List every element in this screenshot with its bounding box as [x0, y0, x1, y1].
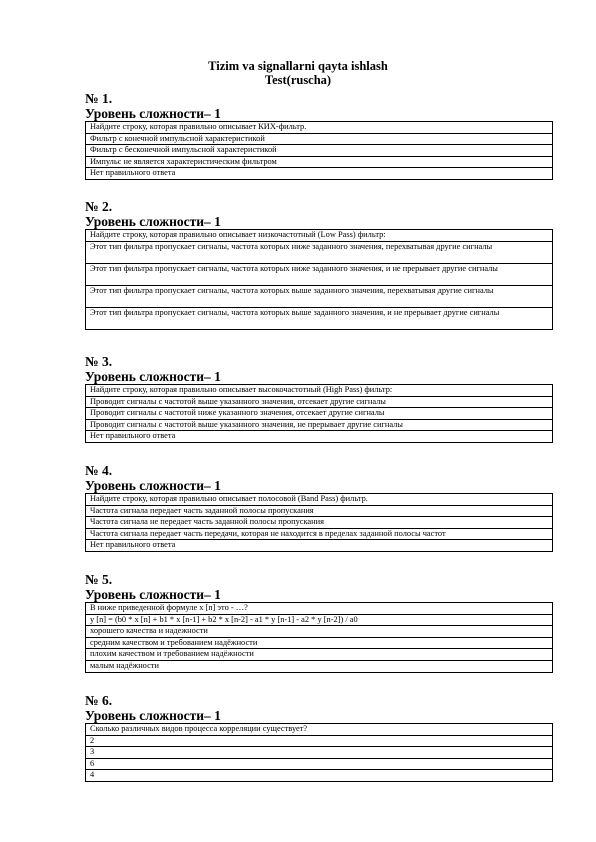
difficulty-level: Уровень сложности– 1 — [85, 214, 221, 229]
answer-option: Частота сигнала передает часть передачи, которая не находится в пределах заданной полосы частот — [86, 528, 553, 540]
question-number: № 5. — [85, 572, 113, 587]
question-table — [85, 602, 553, 673]
formula-text: y [n] = (b0 * x [n] + b1 * x [n-1] + b2 * x [n-2] - a1 * y [n-1] - a2 * y [n-2]) / a0 — [86, 614, 553, 626]
document-header — [0, 59, 596, 87]
answer-option: Нет правильного ответа — [86, 168, 553, 180]
answer-option: плохим качеством и требованием надёжности — [86, 649, 553, 661]
question-table — [85, 493, 553, 552]
question-number: № 2. — [85, 199, 113, 214]
document-subtitle: Test(ruscha) — [264, 73, 332, 87]
question-3 — [85, 354, 553, 443]
question-number: № 1. — [85, 91, 113, 106]
question-5 — [85, 572, 553, 673]
answer-option: хорошего качества и надежности — [86, 626, 553, 638]
question-text: Найдите строку, которая правильно описывает низкочастотный (Low Pass) фильтр: — [86, 230, 553, 242]
answer-option: средним качеством и требованием надёжности — [86, 637, 553, 649]
answer-option: 2 — [86, 735, 553, 747]
question-text: Сколько различных видов процесса корреляции существует? — [86, 724, 553, 736]
answer-option: Частота сигнала передает часть заданной полосы пропускания — [86, 505, 553, 517]
question-table — [85, 723, 553, 782]
answer-option: 4 — [86, 770, 553, 782]
question-table — [85, 229, 553, 330]
answer-option: 3 — [86, 747, 553, 759]
difficulty-level: Уровень сложности– 1 — [85, 708, 221, 723]
question-1 — [85, 91, 553, 180]
difficulty-level: Уровень сложности– 1 — [85, 478, 221, 493]
answer-option: малым надёжности — [86, 660, 553, 672]
answer-option: Этот тип фильтра пропускает сигналы, частота которых ниже заданного значения, и не прерывает другие сигналы — [86, 263, 553, 285]
difficulty-level: Уровень сложности– 1 — [85, 106, 221, 121]
question-number: № 4. — [85, 463, 113, 478]
difficulty-level: Уровень сложности– 1 — [85, 369, 221, 384]
answer-option: Частота сигнала не передает часть заданной полосы пропускания — [86, 517, 553, 529]
question-4 — [85, 463, 553, 552]
answer-option: Фильтр с бесконечной импульсной характеристикой — [86, 145, 553, 157]
question-text: В ниже приведенной формуле x [n] это - …? — [86, 603, 553, 615]
answer-option: Фильтр с конечной импульсной характеристикой — [86, 133, 553, 145]
question-number: № 3. — [85, 354, 113, 369]
question-text: Найдите строку, которая правильно описывает полосовой (Band Pass) фильтр. — [86, 494, 553, 506]
question-table — [85, 121, 553, 180]
question-text: Найдите строку, которая правильно описывает высокочастотный (High Pass) фильтр: — [86, 385, 553, 397]
question-number: № 6. — [85, 693, 113, 708]
answer-option: Проводит сигналы с частотой ниже указанного значения, отсекает другие сигналы — [86, 408, 553, 420]
difficulty-level: Уровень сложности– 1 — [85, 587, 221, 602]
question-table — [85, 384, 553, 443]
answer-option: Нет правильного ответа — [86, 540, 553, 552]
answer-option: Проводит сигналы с частотой выше указанного значения, отсекает другие сигналы — [86, 396, 553, 408]
answer-option: Нет правильного ответа — [86, 431, 553, 443]
answer-option: Этот тип фильтра пропускает сигналы, частота которых ниже заданного значения, перехватывая другие сигналы — [86, 241, 553, 263]
document-title: Tizim va signallarni qayta ishlash — [208, 59, 388, 73]
answer-option: 6 — [86, 758, 553, 770]
answer-option: Этот тип фильтра пропускает сигналы, частота которых выше заданного значения, перехватывая другие сигналы — [86, 285, 553, 307]
answer-option: Импульс не является характеристическим фильтром — [86, 156, 553, 168]
answer-option: Этот тип фильтра пропускает сигналы, частота которых выше заданного значения, и не прерывает другие сигналы — [86, 307, 553, 329]
question-6 — [85, 693, 553, 782]
answer-option: Проводит сигналы с частотой выше указанного значения, не прерывает другие сигналы — [86, 419, 553, 431]
question-2 — [85, 199, 553, 330]
question-text: Найдите строку, которая правильно описывает КИХ-фильтр. — [86, 122, 553, 134]
